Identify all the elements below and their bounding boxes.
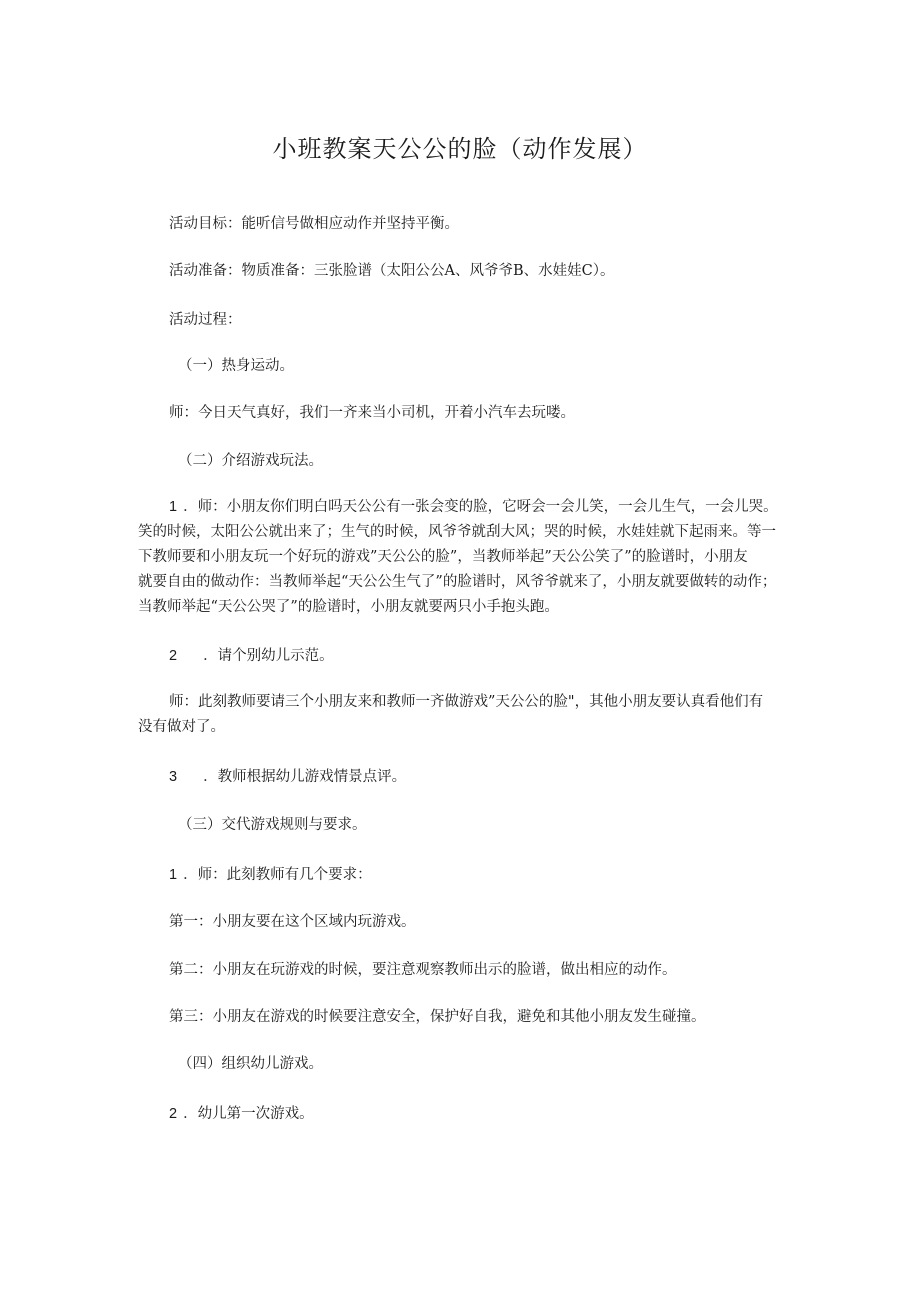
list-text: ．师：小朋友你们明白吗天公公有一张会变的脸，它呀会一会儿笑，一会儿生气，一会儿哭。 — [183, 499, 778, 515]
organize-item-2 — [169, 1104, 314, 1124]
activity-preparation: 活动准备：物质准备：三张脸谱（太阳公公A、风爷爷B、水娃娃C）。 — [169, 263, 615, 279]
game-intro-item-1-cont-1: 笑的时候，太阳公公就出来了；生气的时候，风爷爷就刮大风；哭的时候，水娃娃就下起雨来。等一 — [138, 524, 776, 540]
warmup-teacher-line: 师：今日天气真好，我们一齐来当小司机，开着小汽车去玩喽。 — [169, 405, 575, 421]
rules-item-1 — [169, 865, 372, 885]
game-intro-item-3 — [169, 767, 406, 787]
list-number: 1 — [169, 499, 178, 515]
game-intro-item-1 — [169, 497, 778, 517]
rule-first: 第一：小朋友要在这个区域内玩游戏。 — [169, 914, 416, 930]
game-intro-item-1-cont-2: 下教师要和小朋友玩一个好玩的游戏”天公公的脸”，当教师举起”天公公笑了”的脸谱时，小朋友 — [138, 549, 748, 565]
game-intro-item-1-cont-3: 就要自由的做动作：当教师举起“天公公生气了”的脸谱时，风爷爷就来了，小朋友就要做转的动作； — [138, 574, 777, 590]
list-number: 2 — [169, 1106, 178, 1122]
list-text: ．幼儿第一次游戏。 — [183, 1106, 314, 1122]
list-number: 3 — [169, 769, 178, 785]
list-text: ．教师根据幼儿游戏情景点评。 — [203, 769, 407, 785]
section-heading-game-intro: （二）介绍游戏玩法。 — [178, 453, 323, 469]
list-number: 2 — [169, 648, 178, 664]
list-text: ．请个别幼儿示范。 — [203, 648, 334, 664]
demo-paragraph-line-1: 师：此刻教师要请三个小朋友来和教师一齐做游戏”天公公的脸"，其他小朋友要认真看他们有 — [169, 694, 764, 710]
rule-second: 第二：小朋友在玩游戏的时候，要注意观察教师出示的脸谱，做出相应的动作。 — [169, 962, 677, 978]
game-intro-item-2 — [169, 646, 334, 666]
section-heading-rules: （三）交代游戏规则与要求。 — [178, 817, 367, 833]
list-text: ．师：此刻教师有几个要求： — [183, 867, 372, 883]
section-heading-organize: （四）组织幼儿游戏。 — [178, 1056, 323, 1072]
activity-goal: 活动目标：能听信号做相应动作并坚持平衡。 — [169, 216, 459, 232]
document-title: 小班教案天公公的脸（动作发展） — [272, 135, 648, 163]
demo-paragraph-line-2: 没有做对了。 — [138, 719, 225, 735]
list-number: 1 — [169, 867, 178, 883]
activity-process-heading: 活动过程： — [169, 312, 242, 328]
rule-third: 第三：小朋友在游戏的时候要注意安全，保护好自我，避免和其他小朋友发生碰撞。 — [169, 1009, 706, 1025]
section-heading-warmup: （一）热身运动。 — [178, 358, 294, 374]
game-intro-item-1-cont-4: 当教师举起“天公公哭了”的脸谱时，小朋友就要两只小手抱头跑。 — [138, 599, 559, 615]
